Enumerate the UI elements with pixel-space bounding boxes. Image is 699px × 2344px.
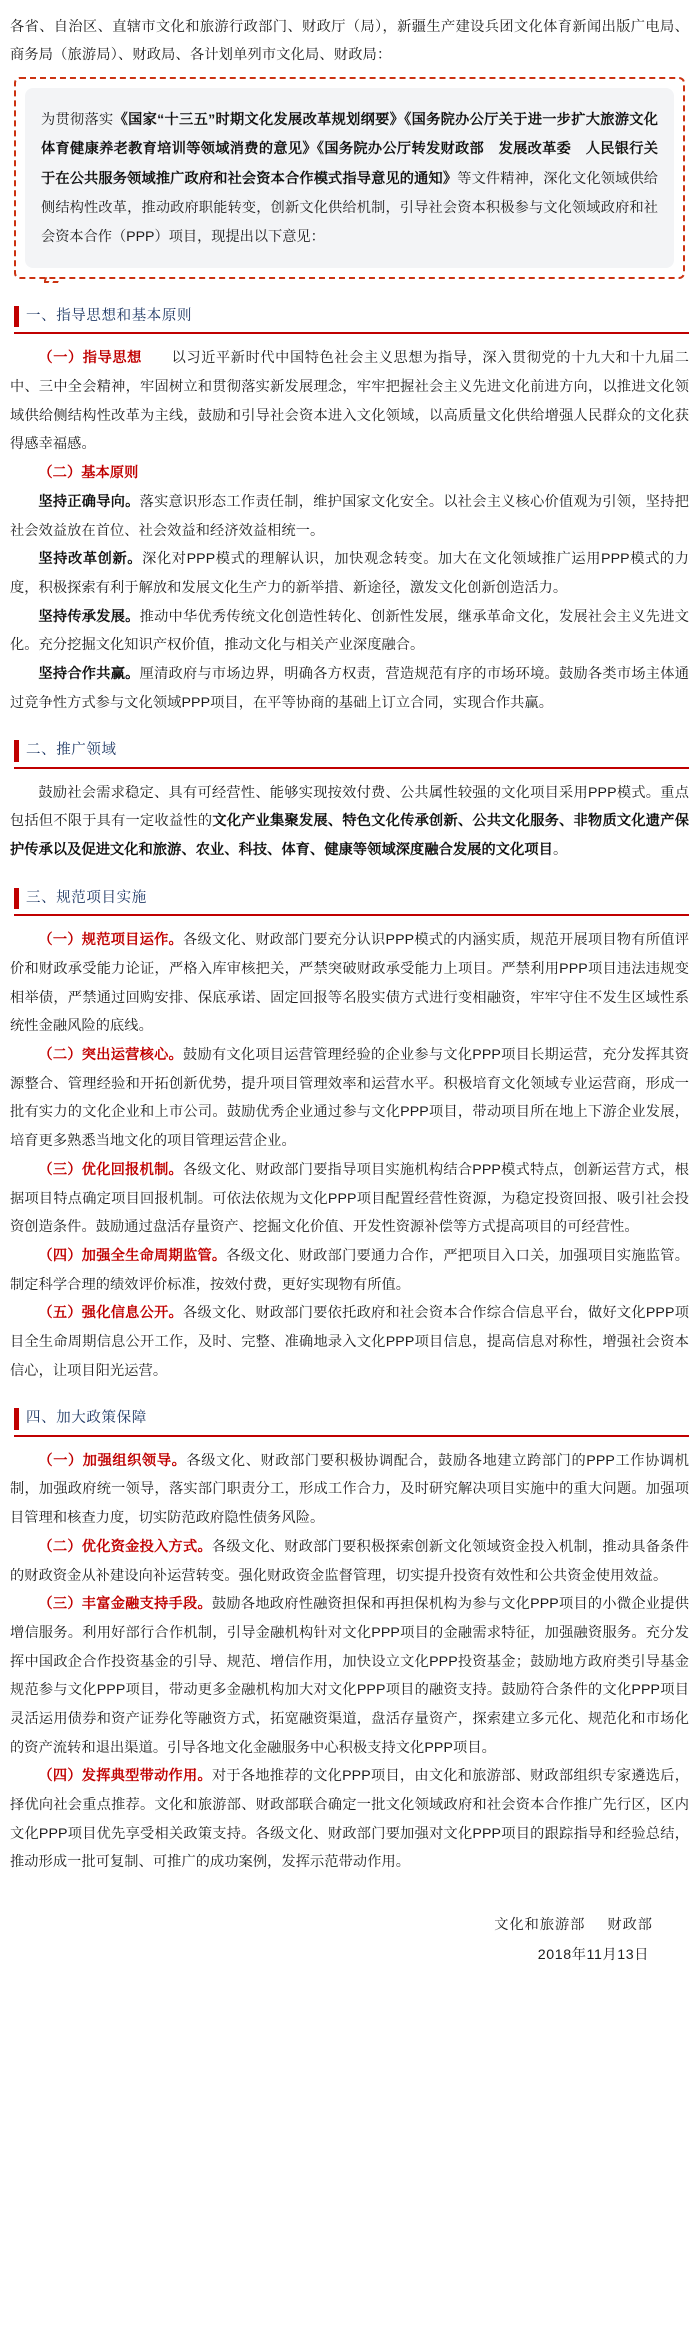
paragraph-3-4: [10, 1242, 689, 1299]
paragraph-3-1: [10, 926, 689, 1041]
paragraph-1-3: [10, 488, 689, 545]
paragraph-text: 各级文化、财政部门要充分认识PPP模式的内涵实质，规范开展项目物有所值评价和财政承受能力论证，严格入库审核把关，严禁突破财政承受能力上项目。严禁利用PPP项目违法违规变相举债，严禁通过回购安排、保底承诺、固定回报等名股实债方式进行变相融资，牢牢守住不发生区域性系统性金融风险的底线。: [10, 932, 689, 1035]
paragraph-text: 各级文化、财政部门要指导项目实施机构结合PPP模式特点，创新运营方式，根据项目特点确定项目回报机制。可依法依规为文化PPP项目配置经营性资源，为稳定投资回报、吸引社会投资创造条件。鼓励通过盘活存量资产、挖掘文化价值、开发性资源补偿等方式提高项目的可经营性。: [10, 1161, 689, 1236]
paragraph-text-a: 鼓励社会需求稳定、具有可经营性、能够实现按效付费、公共属性较强的文化项目采用PPP模式。重点包括但不限于具有一定收益性的: [10, 784, 689, 830]
paragraph-text: 深化对PPP模式的理解认识，加快观念转变。加大在文化领域推广运用PPP模式的力度，积极探索有利于解放和发展文化生产力的新举措、新途径，激发文化创新创造活力。: [10, 551, 690, 596]
paragraph-4-3: [10, 1590, 689, 1762]
paragraph-text: 鼓励有文化项目运营管理经验的企业参与文化PPP项目长期运营，充分发挥其资源整合、管理经验和开拓创新优势，提升项目管理效率和运营水平。积极培育文化领域专业运营商，形成一批有实力的文化企业和上市公司。鼓励优秀企业通过参与文化PPP项目，带动项目所在地上下游企业发展，培育更多熟悉当地文化的项目管理运营企业。: [10, 1047, 689, 1150]
paragraph-text: 落实意识形态工作责任制，维护国家文化安全。以社会主义核心价值观为引领，坚持把社会效益放在首位、社会效益和经济效益相统一。: [10, 493, 689, 539]
sub-heading-red: （四）发挥典型带动作用。: [38, 1768, 212, 1785]
section-heading-4: 四、加大政策保障: [14, 1407, 689, 1436]
paragraph-1-4: [10, 545, 689, 602]
paragraph-text: 以习近平新时代中国特色社会主义思想为指导，深入贯彻党的十九大和十九届二中、三中全会精神，牢固树立和贯彻落实新发展理念，牢牢把握社会主义先进文化前进方向，以推进文化领域供给侧结构性改革为主线，鼓励和引导社会资本进入文化领域，以高质量文化供给增强人民群众的文化获得感幸福感。: [10, 350, 690, 453]
section-heading-1: 一、指导思想和基本原则: [14, 305, 689, 334]
preamble-callout-inner: [25, 88, 674, 268]
signing-org-2: 财政部: [607, 1917, 653, 1934]
paragraph-4-4: [10, 1762, 689, 1877]
preamble-title-2: 《国务院办公厅关于进一步扩大旅游文化体育健康养老教育培训等领域消费的意见》: [41, 112, 658, 158]
paragraph-2-1: [10, 779, 689, 865]
signature-organizations: [10, 1911, 653, 1941]
section-heading-3: 三、规范项目实施: [14, 887, 689, 916]
preamble-title-3: 《国务院办公厅转发财政部 发展改革委 人民银行关于在公共服务领域推广政府和社会资本合作模式指导意见的通知》: [41, 141, 658, 187]
sub-heading-red: （一）规范项目运作。: [38, 932, 184, 949]
preamble-text: [41, 106, 658, 252]
paragraph-3-5: [10, 1299, 689, 1385]
sub-heading-black: 坚持合作共赢。: [38, 665, 140, 682]
signing-org-1: 文化和旅游部: [494, 1917, 586, 1934]
preamble-tail: 等文件精神，深化文化领域供给侧结构性改革，推动政府职能转变，创新文化供给机制，引导社会资本积极参与文化领域政府和社会资本合作（PPP）项目，现提出以下意见：: [41, 170, 658, 245]
paragraph-text: 各级文化、财政部门要积极探索创新文化领域资金投入机制，推动具备条件的财政资金从补建设向补运营转变。强化财政资金监督管理，切实提升投资有效性和公共资金使用效益。: [10, 1538, 689, 1584]
paragraph-1-2: [10, 459, 689, 488]
sub-heading-red: （四）加强全生命周期监管。: [38, 1247, 227, 1264]
preamble-title-1: 《国家“十三五”时期文化发展改革规划纲要》: [113, 112, 405, 129]
sub-heading-red: （三）丰富金融支持手段。: [38, 1596, 212, 1613]
paragraph-1-1: [10, 344, 689, 459]
paragraph-text: 各级文化、财政部门要依托政府和社会资本合作综合信息平台，做好文化PPP项目全生命周期信息公开工作，及时、完整、准确地录入文化PPP项目信息，提高信息对称性，增强社会资本信心，让项目阳光运营。: [10, 1305, 689, 1379]
sub-heading-red: （二）突出运营核心。: [38, 1047, 184, 1064]
paragraph-4-2: [10, 1533, 689, 1590]
section-heading-2: 二、推广领域: [14, 739, 689, 768]
sub-heading-black: 坚持正确导向。: [38, 493, 140, 510]
callout-tail-icon: [44, 277, 59, 292]
separator: [142, 350, 172, 366]
paragraph-1-6: [10, 660, 689, 717]
paragraph-text: 对于各地推荐的文化PPP项目，由文化和旅游部、财政部组织专家遴选后，择优向社会重点推荐。文化和旅游部、财政部联合确定一批文化领域政府和社会资本合作推广先行区，区内文化PPP项目优先享受相关政策支持。各级文化、财政部门要加强对文化PPP项目的跟踪指导和经验总结，推动形成一批可复制、可推广的成功案例，发挥示范带动作用。: [10, 1768, 689, 1871]
paragraph-text: 各级文化、财政部门要通力合作，严把项目入口关，加强项目实施监管。制定科学合理的绩效评价标准，按效付费，更好实现物有所值。: [10, 1247, 690, 1293]
addressee-line: 各省、自治区、直辖市文化和旅游行政部门、财政厅（局），新疆生产建设兵团文化体育新闻出版广电局、商务局（旅游局）、财政局、各计划单列市文化局、财政局：: [10, 19, 689, 63]
sub-heading-red: （一）指导思想: [38, 350, 142, 367]
sub-heading-red: （二）优化资金投入方式。: [38, 1538, 212, 1555]
paragraph-3-3: [10, 1156, 689, 1242]
preamble-callout: [14, 77, 685, 279]
paragraph-1-5: [10, 603, 689, 660]
paragraph-text: 鼓励各地政府性融资担保和再担保机构为参与文化PPP项目的小微企业提供增信服务。利用好部行合作机制，引导金融机构针对文化PPP项目的金融需求特征，加强融资服务。充分发挥中国政企合作投资基金的引导、规范、增信作用，加快设立文化PPP投资基金；鼓励地方政府类引导基金规范参与文化PPP项目，带动更多金融机构加大对文化PPP项目的融资支持。鼓励符合条件的文化PPP项目灵活运用债券和资产证券化等融资方式，拓宽融资渠道，盘活存量资产，探索建立多元化、规范化和市场化的资产流转和退出渠道。引导各地文化金融服务中心积极支持文化PPP项目。: [10, 1596, 689, 1756]
sub-heading-red: （五）强化信息公开。: [38, 1305, 184, 1322]
paragraph-text: 各级文化、财政部门要积极协调配合，鼓励各地建立跨部门的PPP工作协调机制，加强政府统一领导，落实部门职责分工，形成工作合力，及时研究解决项目实施中的重大问题。加强项目管理和核查力度，切实防范政府隐性债务风险。: [10, 1452, 689, 1527]
sub-heading-red: （一）加强组织领导。: [38, 1452, 187, 1469]
paragraph-text: 厘清政府与市场边界，明确各方权责，营造规范有序的市场环境。鼓励各类市场主体通过竞争性方式参与文化领域PPP项目，在平等协商的基础上订立合同，实现合作共赢。: [10, 665, 689, 711]
paragraph-4-1: [10, 1447, 689, 1533]
sub-heading-red: （二）基本原则: [38, 465, 139, 482]
emphasis-run: 文化产业集聚发展、特色文化传承创新、公共文化服务、非物质文化遗产保护传承以及促进文化和旅游、农业、科技、体育、健康等领域深度融合发展的文化项目: [10, 813, 689, 859]
paragraph-text-b: 。: [552, 842, 568, 859]
paragraph-3-2: [10, 1041, 689, 1156]
sub-heading-black: 坚持传承发展。: [38, 608, 140, 625]
sub-heading-red: （三）优化回报机制。: [38, 1161, 184, 1178]
signature-block: [10, 1911, 689, 1971]
signature-date: 2018年11月13日: [537, 1946, 649, 1963]
paragraph-text: 推动中华优秀传统文化创造性转化、创新性发展，继承革命文化，发展社会主义先进文化。充分挖掘文化知识产权价值，推动文化与相关产业深度融合。: [10, 608, 689, 654]
preamble-lead: 为贯彻落实: [41, 112, 114, 129]
sub-heading-black: 坚持改革创新。: [38, 551, 143, 568]
